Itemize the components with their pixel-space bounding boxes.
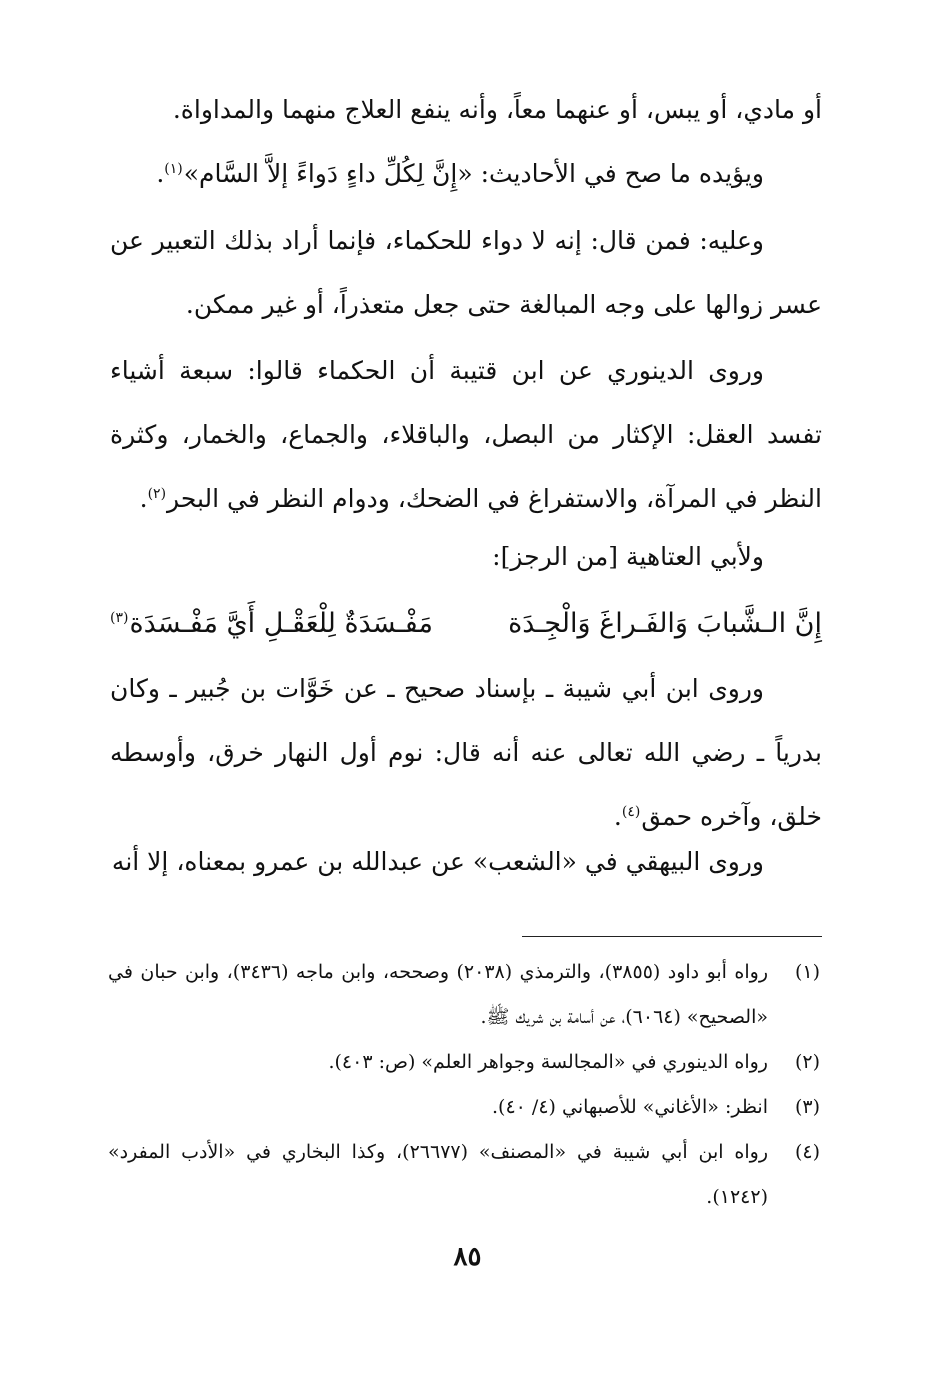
paragraph-2-text: ويؤيده ما صح في الأحاديث: «إِنَّ لِكُلِّ داءٍ دَواءً إلاَّ السَّام» <box>183 159 764 188</box>
paragraph-3 <box>110 209 822 337</box>
paragraph-4-end: . <box>139 484 148 513</box>
footnote-separator <box>522 936 822 937</box>
verse-intro-text: ولأبي العتاهية [من الرجز]: <box>492 542 764 571</box>
verse-second-hemistich: مَفْـسَدَةٌ لِلْعَقْـلِ أَيَّ مَفْـسَدَة <box>129 608 433 639</box>
paragraph-7-text: وروى البيهقي في «الشعب» عن عبدالله بن عمرو بمعناه، إلا أنه <box>111 847 764 876</box>
paragraph-7 <box>110 830 822 894</box>
paragraph-6 <box>110 657 822 849</box>
footnote-text: رواه أبو داود (٣٨٥٥)، والترمذي (٢٠٣٨) وصححه، وابن ماجه (٣٤٣٦)، وابن حبان في «الصحيح» (٦٠٦٤)، عن أسامة بن شريك ﷺ. <box>108 961 768 1028</box>
footnote-4 <box>108 1130 820 1220</box>
footnote-text: انظر: «الأغاني» للأصبهاني (٤/ ٤٠). <box>492 1096 768 1118</box>
paragraph-1 <box>110 78 822 142</box>
paragraph-2-end: . <box>156 159 165 188</box>
footnote-marker-2[interactable]: (٢) <box>147 485 167 502</box>
footnote-number: (١) <box>794 961 820 983</box>
paragraph-1-text: أو مادي، أو يبس، أو عنهما معاً، وأنه ينفع العلاج منهما والمداواة. <box>172 95 822 124</box>
footnote-1 <box>108 950 820 1040</box>
footnotes-section <box>108 950 820 1220</box>
page-number: ٨٥ <box>453 1242 482 1272</box>
verse-intro <box>110 525 822 589</box>
footnote-number: (٣) <box>794 1096 820 1118</box>
footnote-marker-4[interactable]: (٤) <box>621 803 641 820</box>
paragraph-3-text: وعليه: فمن قال: إنه لا دواء للحكماء، فإنما أراد بذلك التعبير عن عسر زوالها على وجه المبالغة حتى جعل متعذراً، أو غير ممكن. <box>110 226 822 319</box>
poem-verse <box>110 592 822 656</box>
footnote-text: رواه الدينوري في «المجالسة وجواهر العلم» (ص: ٤٠٣). <box>328 1051 768 1073</box>
footnote-number: (٢) <box>794 1051 820 1073</box>
paragraph-2 <box>110 142 822 206</box>
footnote-marker-3[interactable]: (٣) <box>110 610 129 626</box>
paragraph-6-end: . <box>613 802 622 831</box>
footnote-number: (٤) <box>794 1141 820 1163</box>
verse-first-hemistich: إِنَّ الـشَّبابَ وَالفَـراغَ وَالْجِـدَة <box>508 608 822 639</box>
paragraph-4-text: وروى الدينوري عن ابن قتيبة أن الحكماء قالوا: سبعة أشياء تفسد العقل: الإكثار من البصل، والباقلاء، والجماع، والخمار، وكثرة النظر في المرآة، والاستفراغ في الضحك، ودوام النظر في البحر <box>110 356 822 513</box>
footnote-text: رواه ابن أبي شيبة في «المصنف» (٢٦٦٧٧)، وكذا البخاري في «الأدب المفرد» (١٢٤٢). <box>108 1141 769 1208</box>
paragraph-4 <box>110 339 822 531</box>
paragraph-6-text: وروى ابن أبي شيبة ـ بإسناد صحيح ـ عن خَوَّات بن جُبير ـ وكان بدرياً ـ رضي الله تعالى عنه أنه قال: نوم أول النهار خرق، وأوسطه خلق، وآخره حمق <box>110 674 822 831</box>
footnote-3 <box>108 1085 820 1130</box>
verse-second-hemistich-wrap <box>110 592 433 656</box>
footnote-2 <box>108 1040 820 1085</box>
footnote-marker-1[interactable]: (١) <box>164 160 183 177</box>
